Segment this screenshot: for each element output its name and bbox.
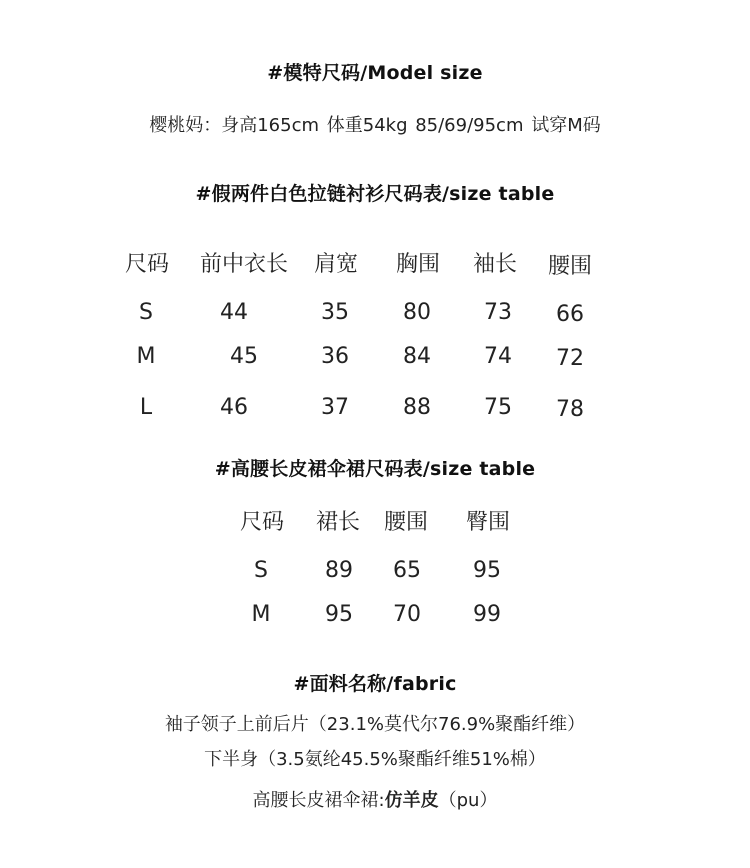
model-size-heading: #模特尺码/Model size <box>267 62 483 84</box>
fabric-skirt-prefix: 高腰长皮裙伞裙: <box>252 790 385 811</box>
shirt-cell: 46 <box>220 395 248 420</box>
skirt-cell: S <box>254 558 268 583</box>
shirt-cell: 73 <box>484 300 512 325</box>
shirt-cell: 37 <box>321 395 349 420</box>
shirt-cell: 66 <box>556 302 584 327</box>
shirt-col-sleeve: 袖长 <box>472 252 518 277</box>
fabric-heading: #面料名称/fabric <box>293 673 457 695</box>
shirt-table-heading: #假两件白色拉链衬衫尺码表/size table <box>195 183 555 205</box>
skirt-col-hip: 臀围 <box>465 510 511 535</box>
fabric-top-line: 袖子领子上前后片（23.1%莫代尔76.9%聚酯纤维） <box>164 714 586 735</box>
fabric-skirt-material: 仿羊皮 <box>384 790 439 811</box>
shirt-cell: S <box>139 300 153 325</box>
model-size-info: 樱桃妈：身高165cm 体重54kg 85/69/95cm 试穿M码 <box>149 115 601 136</box>
shirt-cell: 35 <box>321 300 349 325</box>
skirt-cell: 95 <box>325 602 353 627</box>
shirt-col-front-length: 前中衣长 <box>199 252 289 277</box>
shirt-cell: 84 <box>403 344 431 369</box>
skirt-col-length: 裙长 <box>315 510 361 535</box>
shirt-cell: M <box>136 344 156 369</box>
shirt-cell: 80 <box>403 300 431 325</box>
shirt-cell: 36 <box>321 344 349 369</box>
skirt-cell: 95 <box>473 558 501 583</box>
shirt-cell: L <box>139 395 153 420</box>
shirt-cell: 78 <box>556 397 584 422</box>
skirt-cell: 65 <box>393 558 421 583</box>
skirt-cell: M <box>251 602 271 627</box>
fabric-skirt-suffix: （pu） <box>438 790 498 811</box>
skirt-cell: 89 <box>325 558 353 583</box>
shirt-cell: 88 <box>403 395 431 420</box>
shirt-col-size: 尺码 <box>124 252 170 277</box>
skirt-cell: 70 <box>393 602 421 627</box>
shirt-col-waist: 腰围 <box>547 254 593 279</box>
shirt-col-shoulder: 肩宽 <box>313 252 359 277</box>
skirt-col-size: 尺码 <box>239 510 285 535</box>
skirt-col-waist: 腰围 <box>383 510 429 535</box>
shirt-col-chest: 胸围 <box>395 252 441 277</box>
shirt-cell: 74 <box>484 344 512 369</box>
shirt-cell: 44 <box>220 300 248 325</box>
fabric-bottom-line: 下半身（3.5氨纶45.5%聚酯纤维51%棉） <box>204 749 546 770</box>
shirt-cell: 45 <box>230 344 258 369</box>
fabric-skirt-line <box>0 786 750 812</box>
shirt-cell: 72 <box>556 346 584 371</box>
shirt-cell: 75 <box>484 395 512 420</box>
skirt-table-heading: #高腰长皮裙伞裙尺码表/size table <box>214 458 536 480</box>
skirt-cell: 99 <box>473 602 501 627</box>
